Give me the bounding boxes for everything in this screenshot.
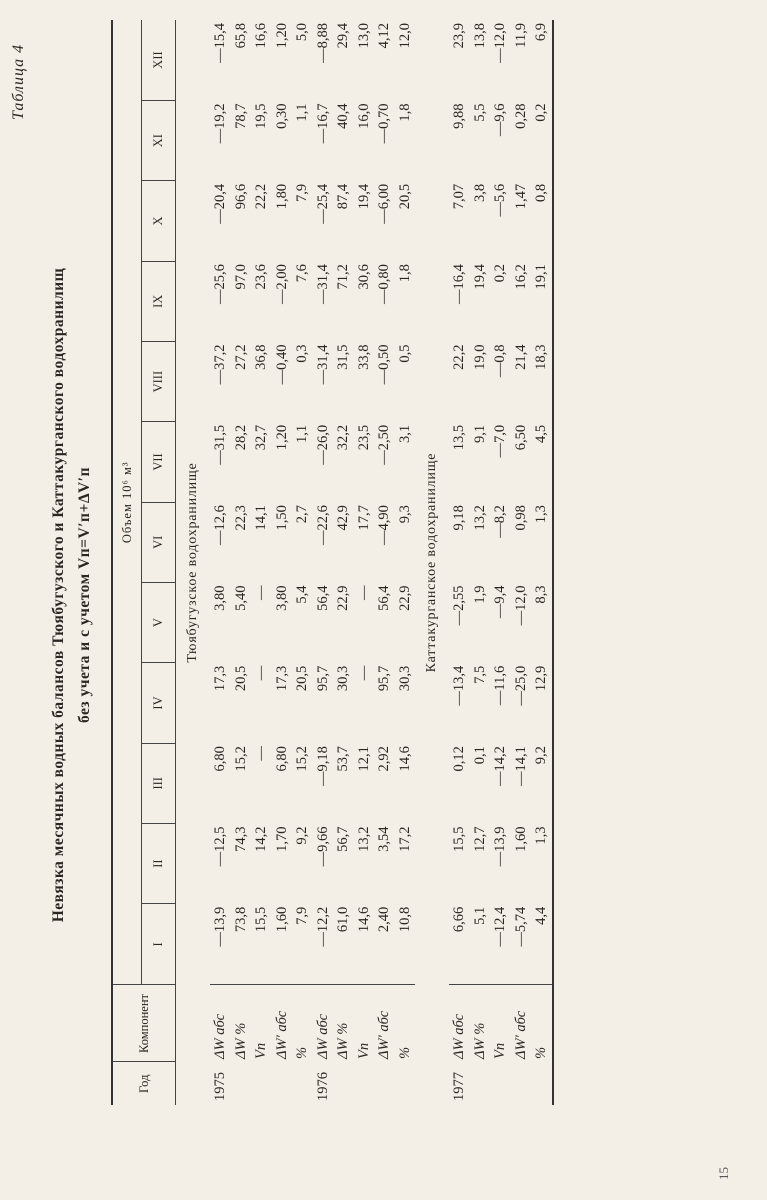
value-cell: 33,8: [355, 344, 372, 370]
value-cell: 3,80: [273, 585, 290, 611]
value-cell: 22,9: [396, 585, 413, 611]
value-cell: —5,6: [492, 183, 508, 217]
component-cell: ΔW %: [231, 985, 252, 1062]
value-cell: 5,40: [232, 585, 249, 611]
value-cell: 12,0: [396, 23, 413, 49]
value-cell: —31,4: [314, 264, 331, 305]
value-cell: —12,2: [314, 906, 331, 947]
value-cell: —0,70: [376, 103, 392, 144]
value-cell: 20,5: [396, 183, 413, 210]
value-cell: —37,2: [212, 344, 228, 385]
value-cell: 22,2: [253, 183, 269, 210]
value-cell: 13,0: [355, 23, 372, 49]
year-cell: [470, 1062, 491, 1105]
value-cell: 42,9: [335, 505, 351, 531]
year-cell: [395, 1062, 416, 1105]
year-cell: [251, 1062, 272, 1105]
value-cell: 78,7: [232, 103, 249, 129]
value-cell: —14,1: [512, 746, 529, 786]
value-cell: 19,1: [531, 261, 553, 341]
value-cell: 3,8: [471, 183, 488, 202]
value-cell: —12,5: [212, 826, 228, 867]
value-cell: —9,18: [314, 746, 331, 786]
table-row: [470, 20, 491, 1105]
value-cell: 16,2: [512, 264, 529, 290]
value-cell: —25,4: [314, 183, 331, 224]
value-cell: 1,3: [531, 823, 553, 903]
month-header-VIII: VIII: [142, 341, 176, 421]
value-cell: 21,4: [512, 344, 529, 370]
component-cell: Vп: [354, 985, 375, 1062]
value-cell: 15,5: [253, 906, 269, 933]
value-cell: —9,4: [492, 585, 508, 619]
value-cell: —: [355, 665, 372, 681]
value-cell: 22,9: [335, 585, 351, 611]
value-cell: —22,6: [314, 505, 331, 546]
component-cell: %: [531, 985, 553, 1062]
value-cell: 23,6: [253, 264, 269, 290]
value-cell: —: [253, 665, 269, 681]
value-cell: 36,8: [253, 344, 269, 370]
value-cell: —12,0: [512, 585, 529, 626]
year-cell: [531, 1062, 553, 1105]
component-cell: ΔW %: [333, 985, 354, 1062]
section-title: Каттакурганское водохранилище: [423, 452, 439, 673]
value-cell: 4,12: [376, 23, 392, 49]
value-cell: 1,9: [471, 585, 488, 604]
value-cell: 13,2: [471, 505, 488, 531]
component-cell: Vп: [251, 985, 272, 1062]
value-cell: 9,2: [531, 743, 553, 823]
value-cell: 7,6: [294, 264, 310, 283]
value-cell: 3,54: [376, 826, 392, 852]
value-cell: 14,1: [253, 505, 269, 531]
value-cell: 28,2: [232, 424, 249, 451]
table-row: [511, 20, 532, 1105]
value-cell: 19,5: [253, 103, 269, 129]
value-cell: 19,4: [355, 183, 372, 210]
component-cell: ΔW %: [470, 985, 491, 1062]
value-cell: —26,0: [314, 424, 331, 465]
value-cell: 23,5: [355, 424, 372, 451]
value-cell: 1,1: [294, 424, 310, 443]
value-cell: 9,3: [396, 505, 413, 524]
section-title-row: [415, 20, 449, 1105]
value-cell: 65,8: [232, 23, 249, 49]
value-cell: —11,6: [492, 665, 508, 706]
value-cell: 9,2: [294, 826, 310, 845]
value-cell: 27,2: [232, 344, 249, 370]
value-cell: 56,7: [335, 826, 351, 852]
value-cell: —9,66: [314, 826, 331, 867]
value-cell: 19,4: [471, 264, 488, 290]
component-cell: ΔW абс: [449, 985, 470, 1062]
section-title: Тюябугузское водохранилище: [184, 462, 200, 663]
value-cell: —12,0: [492, 23, 508, 63]
value-cell: 18,3: [531, 341, 553, 421]
value-cell: 16,0: [355, 103, 372, 129]
value-cell: 17,3: [212, 665, 228, 692]
year-cell: [354, 1062, 375, 1105]
month-header-IV: IV: [142, 663, 176, 743]
value-cell: 14,6: [396, 746, 413, 772]
table-label: Таблица 4: [10, 43, 27, 120]
value-cell: —14,2: [492, 746, 508, 786]
table-row: [231, 20, 252, 1105]
value-cell: 0,2: [492, 264, 508, 283]
value-cell: 30,3: [396, 665, 413, 692]
value-cell: 4,4: [531, 904, 553, 985]
section-title-row: [176, 20, 211, 1105]
value-cell: —31,4: [314, 344, 331, 385]
value-cell: 3,1: [396, 424, 413, 443]
table-row: [490, 20, 511, 1105]
value-cell: 17,2: [396, 826, 413, 852]
year-cell: [511, 1062, 532, 1105]
value-cell: 95,7: [376, 665, 392, 692]
value-cell: —: [355, 585, 372, 600]
value-cell: 5,1: [471, 906, 488, 925]
value-cell: —15,4: [212, 23, 228, 63]
value-cell: 1,70: [273, 826, 290, 852]
value-cell: 12,1: [355, 746, 372, 772]
value-cell: —0,40: [273, 344, 290, 385]
value-cell: —8,2: [492, 505, 508, 538]
value-cell: 1,60: [273, 906, 290, 933]
table-row: [313, 20, 334, 1105]
value-cell: 6,66: [451, 906, 467, 933]
value-cell: 30,3: [335, 665, 351, 692]
value-cell: 9,1: [471, 424, 488, 443]
value-cell: —9,6: [492, 103, 508, 137]
value-cell: 10,8: [396, 906, 413, 933]
month-header-XI: XI: [142, 101, 176, 181]
value-cell: 17,3: [273, 665, 290, 692]
year-cell: 1977: [451, 1072, 467, 1101]
year-column-header: Год: [112, 1062, 176, 1105]
value-cell: —2,55: [451, 585, 467, 626]
value-cell: 29,4: [335, 23, 351, 49]
value-cell: —: [253, 746, 269, 761]
value-cell: —19,2: [212, 103, 228, 144]
value-cell: —7,0: [492, 424, 508, 458]
value-cell: 12,7: [471, 826, 488, 852]
value-cell: 0,30: [273, 103, 290, 129]
table-header-row: [112, 20, 142, 1105]
component-cell: %: [395, 985, 416, 1062]
month-header-III: III: [142, 743, 176, 823]
value-cell: 13,5: [451, 424, 467, 451]
table-row: [395, 20, 416, 1105]
value-cell: —12,6: [212, 505, 228, 546]
value-cell: 20,5: [232, 665, 249, 692]
value-cell: —25,0: [512, 665, 529, 706]
value-cell: —31,5: [212, 424, 228, 465]
value-cell: —0,50: [376, 344, 392, 385]
value-cell: —: [253, 585, 269, 600]
value-cell: 0,12: [451, 746, 467, 772]
value-cell: 15,2: [232, 746, 249, 772]
page-number: 15: [716, 1167, 731, 1180]
volume-header: Объем 10⁶ м³: [112, 20, 142, 985]
value-cell: 1,3: [531, 502, 553, 582]
value-cell: 22,3: [232, 505, 249, 531]
value-cell: 30,6: [355, 264, 372, 290]
table-row: [531, 20, 553, 1105]
value-cell: 2,7: [294, 505, 310, 524]
value-cell: 1,20: [273, 23, 290, 49]
value-cell: 1,80: [273, 183, 290, 210]
value-cell: 61,0: [335, 906, 351, 933]
year-cell: [333, 1062, 354, 1105]
value-cell: 2,92: [376, 746, 392, 772]
value-cell: 74,3: [232, 826, 249, 852]
value-cell: 71,2: [335, 264, 351, 290]
value-cell: —2,50: [376, 424, 392, 465]
value-cell: 6,50: [512, 424, 529, 451]
value-cell: —4,90: [376, 505, 392, 546]
month-header-VII: VII: [142, 422, 176, 502]
value-cell: 87,4: [335, 183, 351, 210]
month-header-VI: VI: [142, 502, 176, 582]
value-cell: 0,98: [512, 505, 529, 531]
value-cell: 0,1: [471, 746, 488, 765]
value-cell: 13,2: [355, 826, 372, 852]
value-cell: 0,8: [531, 181, 553, 261]
value-cell: 9,18: [451, 505, 467, 531]
value-cell: —13,4: [451, 665, 467, 706]
value-cell: —12,4: [492, 906, 508, 947]
value-cell: —8,88: [314, 23, 331, 63]
value-cell: 0,2: [531, 101, 553, 181]
value-cell: 96,6: [232, 183, 249, 210]
value-cell: 31,5: [335, 344, 351, 370]
value-cell: 2,40: [376, 906, 392, 933]
value-cell: 14,2: [253, 826, 269, 852]
value-cell: 7,07: [451, 183, 467, 210]
value-cell: 7,5: [471, 665, 488, 684]
table-row: [292, 20, 313, 1105]
value-cell: —16,4: [451, 264, 467, 305]
month-header-II: II: [142, 823, 176, 903]
value-cell: 32,2: [335, 424, 351, 451]
value-cell: 15,2: [294, 746, 310, 772]
table-row: [374, 20, 395, 1105]
value-cell: 40,4: [335, 103, 351, 129]
value-cell: 8,3: [531, 582, 553, 662]
value-cell: —2,00: [273, 264, 290, 305]
year-cell: [374, 1062, 395, 1105]
value-cell: 7,9: [294, 906, 310, 925]
value-cell: 0,28: [512, 103, 529, 129]
value-cell: 32,7: [253, 424, 269, 451]
value-cell: 1,1: [294, 103, 310, 122]
value-cell: 11,9: [512, 23, 529, 48]
table-row: [354, 20, 375, 1105]
value-cell: —16,7: [314, 103, 331, 144]
value-cell: 20,5: [294, 665, 310, 692]
value-cell: —0,80: [376, 264, 392, 305]
table-row: [449, 20, 470, 1105]
value-cell: 97,0: [232, 264, 249, 290]
component-cell: ΔW′ абс: [511, 985, 532, 1062]
value-cell: 19,0: [471, 344, 488, 370]
component-cell: %: [292, 985, 313, 1062]
table-subtitle: без учета и с учетом Vп=V′п+ΔV′п: [76, 466, 93, 724]
value-cell: 1,50: [273, 505, 290, 531]
year-cell: [231, 1062, 252, 1105]
value-cell: 1,8: [396, 264, 413, 283]
value-cell: 22,2: [451, 344, 467, 370]
value-cell: 56,4: [314, 585, 331, 611]
table-body: [176, 20, 553, 1105]
month-header-V: V: [142, 582, 176, 662]
component-cell: ΔW′ абс: [272, 985, 293, 1062]
value-cell: 1,8: [396, 103, 413, 122]
table-row: [272, 20, 293, 1105]
value-cell: 53,7: [335, 746, 351, 772]
year-cell: 1976: [314, 1072, 331, 1101]
value-cell: 4,5: [531, 422, 553, 502]
value-cell: 9,88: [451, 103, 467, 129]
value-cell: —25,6: [212, 264, 228, 305]
month-header-row: [142, 20, 176, 1105]
value-cell: 6,9: [531, 20, 553, 101]
value-cell: 5,5: [471, 103, 488, 122]
value-cell: 0,3: [294, 344, 310, 363]
component-cell: Vп: [490, 985, 511, 1062]
component-cell: ΔW абс: [313, 985, 334, 1062]
value-cell: 3,80: [212, 585, 228, 611]
value-cell: 5,0: [294, 23, 310, 42]
value-cell: 73,8: [232, 906, 249, 933]
value-cell: —13,9: [492, 826, 508, 867]
value-cell: 56,4: [376, 585, 392, 611]
value-cell: —0,8: [492, 344, 508, 378]
value-cell: —6,00: [376, 183, 392, 224]
component-cell: ΔW′ абс: [374, 985, 395, 1062]
value-cell: 17,7: [355, 505, 372, 531]
value-cell: 1,60: [512, 826, 529, 852]
value-cell: 6,80: [212, 746, 228, 772]
month-header-IX: IX: [142, 261, 176, 341]
value-cell: 5,4: [294, 585, 310, 604]
value-cell: 6,80: [273, 746, 290, 772]
value-cell: 13,8: [471, 23, 488, 49]
value-cell: 1,47: [512, 183, 529, 210]
value-cell: 14,6: [355, 906, 372, 933]
component-column-header: Компонент: [112, 985, 176, 1062]
value-cell: 0,5: [396, 344, 413, 363]
year-cell: [292, 1062, 313, 1105]
value-cell: 15,5: [451, 826, 467, 852]
table-row: [210, 20, 231, 1105]
month-header-X: X: [142, 181, 176, 261]
value-cell: 23,9: [451, 23, 467, 49]
table-row: [333, 20, 354, 1105]
value-cell: —20,4: [212, 183, 228, 224]
table-title: Невязка месячных водных балансов Тюябугузского и Каттакурганского водохранилищ: [50, 267, 67, 923]
month-header-XII: XII: [142, 20, 176, 101]
balance-table: [111, 20, 554, 1105]
table-row: [251, 20, 272, 1105]
value-cell: 1,20: [273, 424, 290, 451]
value-cell: —13,9: [212, 906, 228, 947]
value-cell: 95,7: [314, 665, 331, 692]
value-cell: 16,6: [253, 23, 269, 49]
year-cell: [272, 1062, 293, 1105]
value-cell: 7,9: [294, 183, 310, 202]
year-cell: [490, 1062, 511, 1105]
month-header-I: I: [142, 904, 176, 985]
year-cell: 1975: [212, 1072, 228, 1101]
component-cell: ΔW абс: [210, 985, 231, 1062]
value-cell: 12,9: [531, 663, 553, 743]
value-cell: —5,74: [512, 906, 529, 947]
